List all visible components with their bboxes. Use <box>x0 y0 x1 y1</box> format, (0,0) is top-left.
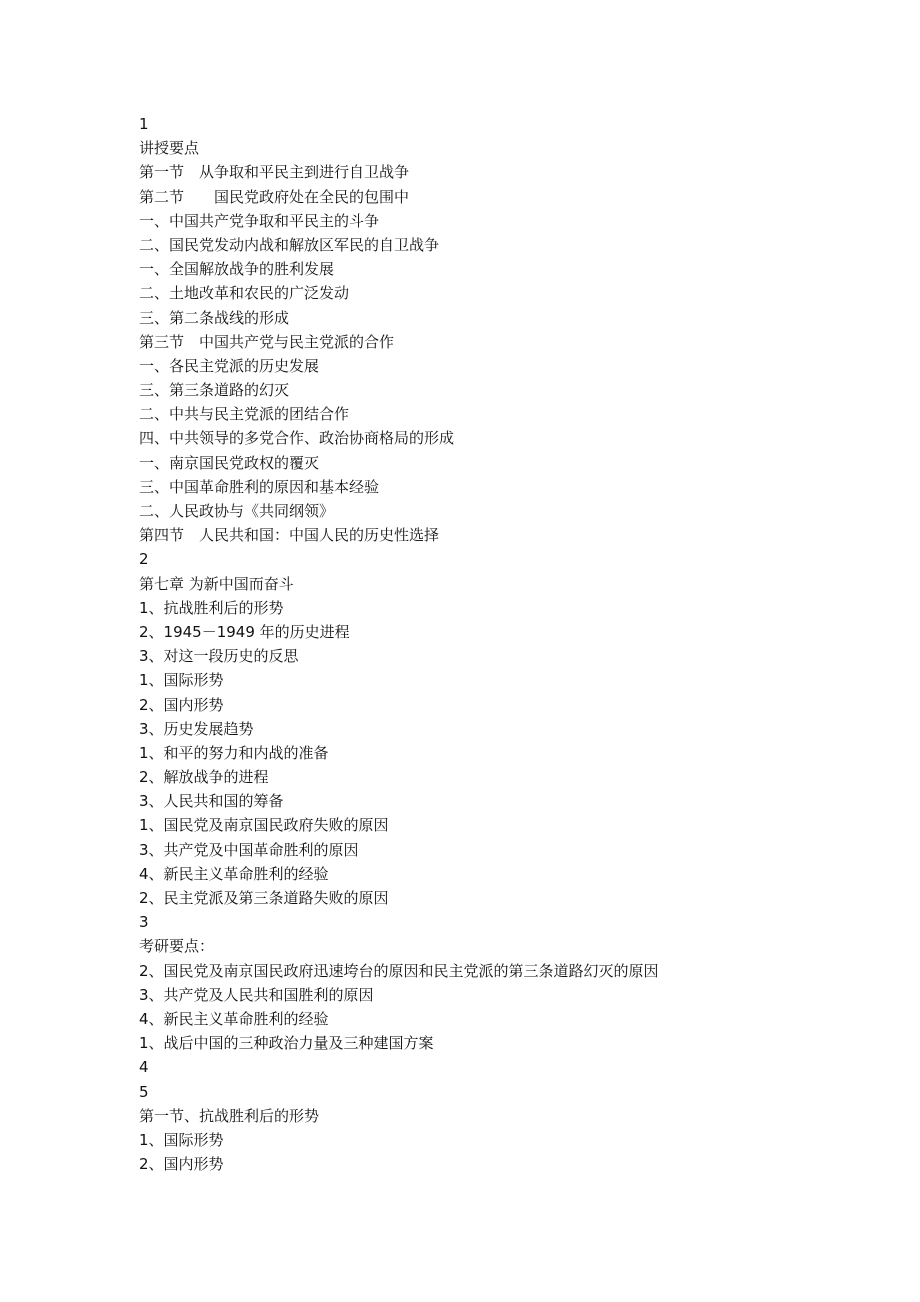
text-line: 5 <box>139 1082 149 1101</box>
text-line: 二、中共与民主党派的团结合作 <box>139 405 350 424</box>
text-line: 2、解放战争的进程 <box>139 768 269 787</box>
text-line: 3、共产党及中国革命胜利的原因 <box>139 840 359 859</box>
text-line: 1、战后中国的三种政治力量及三种建国方案 <box>139 1034 434 1053</box>
text-line: 第一节 从争取和平民主到进行自卫战争 <box>139 163 410 182</box>
text-line: 一、全国解放战争的胜利发展 <box>139 260 335 279</box>
text-line: 1、国际形势 <box>139 1130 224 1149</box>
text-line: 3、共产党及人民共和国胜利的原因 <box>139 985 374 1004</box>
text-line: 3、人民共和国的筹备 <box>139 792 284 811</box>
text-line: 三、第三条道路的幻灭 <box>139 381 290 400</box>
text-line: 4、新民主义革命胜利的经验 <box>139 864 329 883</box>
text-line: 4 <box>139 1058 149 1077</box>
text-line: 1、国际形势 <box>139 671 224 690</box>
text-line: 2、国民党及南京国民政府迅速垮台的原因和民主党派的第三条道路幻灭的原因 <box>139 961 659 980</box>
text-line: 一、中国共产党争取和平民主的斗争 <box>139 211 380 230</box>
text-line: 一、南京国民党政权的覆灭 <box>139 453 320 472</box>
text-line: 2、1945－1949 年的历史进程 <box>139 622 350 641</box>
text-line: 3、历史发展趋势 <box>139 719 254 738</box>
text-line: 二、国民党发动内战和解放区军民的自卫战争 <box>139 235 440 254</box>
text-line: 4、新民主义革命胜利的经验 <box>139 1009 329 1028</box>
text-line: 二、人民政协与《共同纲领》 <box>139 502 335 520</box>
text-line: 1、和平的努力和内战的准备 <box>139 743 329 762</box>
text-line: 三、中国革命胜利的原因和基本经验 <box>139 477 380 496</box>
text-line: 1 <box>139 115 149 133</box>
text-line: 第四节 人民共和国：中国人民的历史性选择 <box>139 526 440 545</box>
text-line: 2、民主党派及第三条道路失败的原因 <box>139 889 389 907</box>
text-line: 第一节、抗战胜利后的形势 <box>139 1106 320 1125</box>
text-line: 2、国内形势 <box>139 1155 224 1174</box>
text-line: 第三节 中国共产党与民主党派的合作 <box>139 332 395 351</box>
text-line: 2、国内形势 <box>139 695 224 714</box>
text-line: 讲授要点 <box>139 139 200 158</box>
text-line: 1、国民党及南京国民政府失败的原因 <box>139 816 389 835</box>
text-line: 第七章 为新中国而奋斗 <box>139 574 294 593</box>
text-line: 3、对这一段历史的反思 <box>139 647 299 666</box>
text-line: 二、土地改革和农民的广泛发动 <box>139 284 350 303</box>
text-line: 考研要点： <box>139 937 215 956</box>
text-line: 四、中共领导的多党合作、政治协商格局的形成 <box>139 429 455 448</box>
document-body <box>139 112 879 1176</box>
text-line: 2 <box>139 550 149 569</box>
text-line: 一、各民主党派的历史发展 <box>139 356 320 375</box>
text-line: 第二节 国民党政府处在全民的包围中 <box>139 187 410 206</box>
text-line: 1、抗战胜利后的形势 <box>139 598 284 617</box>
text-line: 三、第二条战线的形成 <box>139 308 290 327</box>
text-line: 3 <box>139 913 149 932</box>
